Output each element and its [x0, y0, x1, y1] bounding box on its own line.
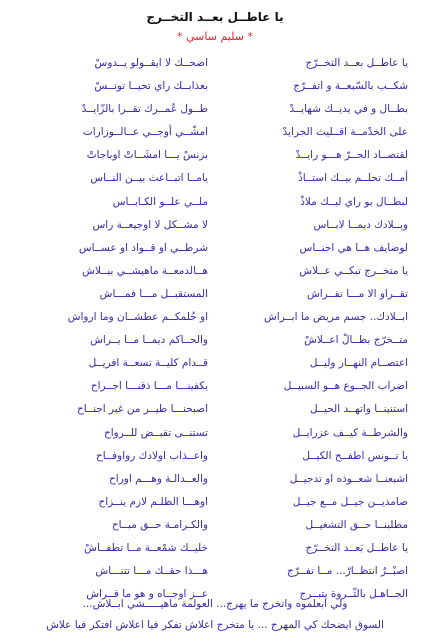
verse-first-hemistich: شكــب بالسّبعــة و اتفــرّج [293, 80, 408, 93]
closing-line-2: السوق ايضحك كي المهرج ... يا متخرج اعلاش تفكر فيا اعلاش افتكر فيا علاش [46, 619, 384, 631]
verse-first-hemistich: لقتصــاد الحــرّ هـــو رايــدْ [295, 149, 408, 162]
verse-line [22, 191, 408, 214]
verse-first-hemistich: لبطــال بو راي ليــك ملاذْ [300, 195, 408, 208]
verse-second-hemistich: المستقبــل مـــا فمـــاش [99, 287, 208, 300]
verse-line [22, 214, 408, 237]
verse-line [22, 445, 408, 468]
verse-first-hemistich: والشرطــة كيــف عزرايــل [292, 426, 408, 439]
verse-line [22, 537, 408, 560]
verse-line [22, 329, 408, 352]
verse-second-hemistich: امشّــي أوجــي عــالــوزارات [82, 126, 208, 139]
verse-second-hemistich: يامــا اتبــاعث بيــن النــاس [90, 172, 208, 185]
verse-second-hemistich: عــز اوجــاه و هو ما قــراش [86, 588, 208, 601]
verse-second-hemistich: والعــدالـة وهـــم اوراح [109, 472, 208, 485]
verse-second-hemistich: والحــاكم ديمــا مــا يــراش [90, 334, 208, 347]
verse-line [22, 398, 408, 421]
verse-first-hemistich: اعتصــام النهــار وليــل [309, 357, 408, 370]
verse-second-hemistich: واعــذاب اولادك رواوفــاح [96, 449, 208, 462]
verse-second-hemistich: هـــذا حقــك مـــا تتنـــاش [95, 565, 208, 578]
verse-first-hemistich: على الخدْمــة اقــليث الجرايدْ [282, 126, 408, 139]
verse-first-hemistich: صامديــن جيــل مــع جيــل [292, 495, 408, 508]
verse-second-hemistich: اصبحنـــا طيــر من غير اجنــاح [77, 403, 208, 416]
verse-first-hemistich: يا تــونس اطفــح الكيــل [302, 449, 408, 462]
verse-line [22, 52, 408, 75]
verse-first-hemistich: بطــال و في يديــك شهايــدْ [289, 103, 408, 116]
verse-line [22, 283, 408, 306]
verse-first-hemistich: الجــاهـل بالثّــروة يتبــرج [299, 588, 408, 601]
verse-second-hemistich: قــدام كليــة تسعــة افريــل [88, 357, 208, 370]
verse-first-hemistich: وبــلادك ديمــا لابــاس [313, 218, 408, 231]
verse-second-hemistich: شرطــي او قــواد او عســاس [78, 241, 208, 254]
verse-second-hemistich: والكـرامـة حــق مبــاح [111, 518, 208, 531]
verse-first-hemistich: استنينــا واتهــد الحيــل [310, 403, 408, 416]
poem-title: يا عاطــل بعــد التخــرج [146, 10, 284, 24]
verse-line [22, 167, 408, 190]
verse-second-hemistich: اضحــك لا ايقــولو يــدوسْ [94, 57, 208, 69]
verse-first-hemistich: اصبْــرُ انتظــارْ... مــا تفــرّج [287, 565, 408, 578]
verse-first-hemistich: تقــراو الا مـــا تقــراش [306, 287, 408, 300]
verse-line [22, 98, 408, 121]
verse-first-hemistich: لوضايف هــا هي اجنــاس [299, 241, 408, 254]
verse-second-hemistich: بزنسْ يـــا امشَــاتْ اوباجاتْ [86, 149, 208, 162]
verse-first-hemistich: يا عاطــل بَعــد التخــرّج [305, 541, 408, 554]
verse-second-hemistich: اوهـــا الظلـم لازم ينــزاح [98, 495, 208, 508]
verse-second-hemistich: بعذابــك راي تحيــا تونــسْ [94, 80, 208, 93]
verse-second-hemistich: تستنــى تقبــض للــرواح [103, 426, 208, 439]
verse-line [22, 560, 408, 583]
poem-author: * سليم ساسي * [177, 30, 253, 43]
verse-first-hemistich: مطلبنــا حــق التشغيــل [305, 518, 408, 531]
verse-line [22, 144, 408, 167]
closing-line-1: ولي ابعلموه واتخرج ما يهرج... العولمة ماهيـــــشي ابــلاش... [82, 598, 348, 610]
verse-second-hemistich: هــالدمعــة ماهيشــي ببــلاش [82, 264, 208, 277]
verse-line [22, 491, 408, 514]
verse-line [22, 260, 408, 283]
poem-verses [22, 52, 408, 606]
verse-second-hemistich: خليــك شمْعــة مــا تطفــاشْ [84, 541, 208, 554]
verse-second-hemistich: او حُلمكــم عطشــان وما ارواش [67, 311, 208, 324]
verse-line [22, 352, 408, 375]
verse-first-hemistich: يا متخــرج تبكــي عــلاش [299, 264, 408, 277]
verse-line [22, 121, 408, 144]
verse-second-hemistich: لا مشــكل لا اوجيعــة راس [92, 218, 208, 231]
verse-line [22, 237, 408, 260]
verse-first-hemistich: اضراب الجــوع هــو السبيــل [283, 380, 408, 393]
verse-line [22, 514, 408, 537]
verse-second-hemistich: يكفينـــا مـــا ذقنـــا اجــراح [90, 380, 208, 393]
verse-line [22, 75, 408, 98]
verse-first-hemistich: ابــلادك.. جسم مريض ما ابــراش [263, 311, 408, 324]
verse-second-hemistich: ملــي علــو الكـابــاس [112, 195, 208, 208]
verse-line [22, 375, 408, 398]
verse-line [22, 422, 408, 445]
verse-line [22, 468, 408, 491]
verse-first-hemistich: متــخرّج بطــالْ اعــلاشْ [304, 334, 408, 347]
verse-line [22, 306, 408, 329]
verse-first-hemistich: يا عاطــل بعــد التخــرّج [305, 57, 408, 69]
verse-first-hemistich: أمــك تحلــم بيــك استــاذْ [298, 172, 408, 185]
verse-first-hemistich: اشبعنــا شعــوذه او تدجيــل [289, 472, 408, 485]
verse-second-hemistich: طــول عُمــرك تقــرا بالزّايــدْ [81, 103, 208, 116]
